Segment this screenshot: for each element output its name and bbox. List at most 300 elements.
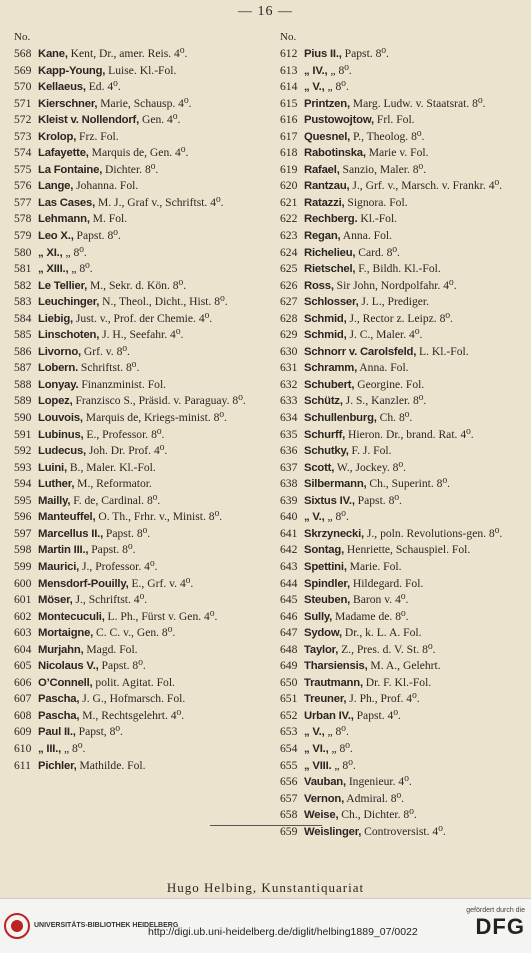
entry-text — [304, 592, 522, 609]
entry-name: Treuner, — [304, 693, 347, 706]
entry-text — [38, 327, 264, 344]
entry-name: Steuben, — [304, 594, 351, 607]
entry-text — [38, 509, 264, 526]
entry-name: „ VIII. — [304, 759, 332, 772]
entry-description: Gen. 4⁰. — [139, 113, 181, 127]
entry-description: „ 8⁰. — [328, 741, 353, 755]
entry-description: Marie. Fol. — [346, 559, 402, 573]
entry-description: Ed. 4⁰. — [85, 80, 121, 94]
entry-number: 574 — [14, 146, 32, 160]
entry-text — [304, 807, 522, 824]
catalog-entry — [14, 63, 264, 80]
entry-number: 640 — [280, 510, 298, 524]
entry-number: 616 — [280, 113, 298, 127]
entry-number: 611 — [14, 758, 31, 772]
catalog-entry — [280, 609, 522, 626]
entry-description: „ 8⁰. — [324, 725, 349, 739]
entry-name: Ratazzi, — [304, 196, 345, 209]
entry-number: 570 — [14, 80, 32, 94]
catalog-entry — [14, 245, 264, 262]
entry-description: J., Grf. v., Marsch. v. Frankr. 4⁰. — [349, 179, 503, 193]
entry-name: Leo X., — [38, 230, 74, 243]
entry-text — [304, 427, 522, 444]
publisher-footer: Hugo Helbing, Kunstantiquariat — [166, 880, 365, 895]
entry-number: 659 — [280, 824, 298, 838]
entry-text — [304, 96, 522, 113]
entry-name: Regan, — [304, 230, 341, 243]
entry-text — [38, 758, 264, 775]
entry-name: Lobern. — [38, 362, 79, 375]
entry-description: Papst. 8⁰. — [98, 659, 146, 673]
entry-number: 655 — [280, 758, 298, 772]
entry-description: „ 8⁰. — [324, 80, 349, 94]
entry-description: Ch., Dichter. 8⁰. — [338, 808, 417, 822]
entry-number: 592 — [14, 444, 32, 458]
entry-text — [38, 228, 264, 245]
entry-name: Silbermann, — [304, 478, 367, 491]
entry-text — [304, 625, 522, 642]
entry-name: Pius II., — [304, 48, 342, 60]
catalog-entry — [14, 691, 264, 708]
catalog-entry — [280, 245, 522, 262]
entry-description: Dichter. 8⁰. — [102, 162, 159, 176]
catalog-entry — [280, 145, 522, 162]
entry-text — [38, 162, 264, 179]
entry-name: Mailly, — [38, 494, 71, 507]
entry-text — [304, 344, 522, 361]
entry-name: Kierschner, — [38, 97, 98, 110]
entry-text — [304, 79, 522, 96]
entry-description: M. A., Gelehrt. — [367, 659, 441, 673]
entry-name: „ XIII., — [38, 263, 69, 276]
catalog-entry — [280, 592, 522, 609]
entry-name: Spettini, — [304, 560, 347, 573]
catalog-entry — [14, 724, 264, 741]
entry-number: 656 — [280, 775, 298, 789]
catalog-entry — [14, 675, 264, 692]
entry-name: Las Cases, — [38, 196, 96, 209]
entry-name: O’Connell, — [38, 676, 93, 689]
entry-description: Kl.-Fol. — [357, 212, 398, 226]
catalog-entry — [280, 63, 522, 80]
entry-text — [304, 195, 522, 212]
entry-number: 635 — [280, 427, 298, 441]
catalog-entry — [14, 211, 264, 228]
entry-name: Livorno, — [38, 345, 81, 358]
entry-name: Montecuculi, — [38, 610, 105, 623]
entry-number: 572 — [14, 113, 32, 127]
catalog-entry — [280, 360, 522, 377]
permalink-url[interactable]: http://digi.ub.uni-heidelberg.de/diglit/helbing1889_07/0022 — [148, 926, 418, 938]
entry-description: E., Grf. v. 4⁰. — [128, 576, 194, 590]
entry-text — [304, 542, 522, 559]
entry-number: 623 — [280, 229, 298, 243]
entry-name: Pichler, — [38, 759, 77, 772]
entry-number: 584 — [14, 311, 32, 325]
catalog-entry — [14, 741, 264, 758]
funded-by-label: gefördert durch die — [466, 907, 525, 914]
catalog-entry — [14, 758, 264, 775]
entry-description: Papst. 8⁰. — [73, 229, 121, 243]
entry-description: M., Sekr. d. Kön. 8⁰. — [87, 278, 187, 292]
entry-text — [304, 63, 522, 80]
entry-name: Lopez, — [38, 395, 73, 408]
entry-name: „ III., — [38, 742, 62, 755]
entry-name: Lonyay. — [38, 378, 79, 391]
entry-description: Papst. 8⁰. — [88, 543, 136, 557]
entry-name: Schramm, — [304, 362, 358, 375]
entry-number: 624 — [280, 245, 298, 259]
catalog-entry — [280, 758, 522, 775]
entry-number: 590 — [14, 411, 32, 425]
catalog-entry — [14, 460, 264, 477]
entry-description: M., Rechtsgelehrt. 4⁰. — [79, 708, 185, 722]
entry-text — [304, 559, 522, 576]
entry-name: Skrzynecki, — [304, 527, 364, 540]
entry-text — [38, 559, 264, 576]
entry-text — [38, 427, 264, 444]
catalog-entry — [280, 542, 522, 559]
entry-description: Z., Pres. d. V. St. 8⁰. — [338, 642, 436, 656]
entry-description: L. Ph., Fürst v. Gen. 4⁰. — [104, 609, 218, 623]
entry-description: O. Th., Frhr. v., Minist. 8⁰. — [95, 510, 223, 524]
catalog-entry — [280, 261, 522, 278]
entry-name: Spindler, — [304, 577, 350, 590]
entry-text — [38, 476, 264, 493]
entry-number: 629 — [280, 328, 298, 342]
entry-text — [38, 96, 264, 113]
catalog-entry — [280, 327, 522, 344]
entry-text — [304, 393, 522, 410]
dfg-logo[interactable] — [466, 907, 525, 940]
entry-number: 591 — [14, 427, 32, 441]
entry-text — [38, 294, 264, 311]
catalog-entry — [14, 642, 264, 659]
catalog-entry — [280, 791, 522, 808]
entry-name: Schubert, — [304, 378, 355, 391]
catalog-entry — [14, 509, 264, 526]
entry-text — [304, 145, 522, 162]
entry-description: Baron v. 4⁰. — [350, 593, 409, 607]
entry-text — [38, 609, 264, 626]
catalog-entry — [14, 393, 264, 410]
entry-text — [304, 327, 522, 344]
entry-text — [38, 576, 264, 593]
entry-number: 639 — [280, 493, 298, 507]
entry-text — [38, 211, 264, 228]
catalog-entry — [280, 443, 522, 460]
entry-description: Dr. F. Kl.-Fol. — [362, 675, 432, 689]
entry-text — [304, 476, 522, 493]
entry-name: Schmid, — [304, 312, 347, 325]
entry-description: Marie v. Fol. — [365, 146, 429, 160]
entry-text — [38, 493, 264, 510]
catalog-entry — [14, 129, 264, 146]
entry-description: Papst. 8⁰. — [103, 526, 151, 540]
catalog-entry — [280, 278, 522, 295]
entry-number: 587 — [14, 361, 32, 375]
entry-number: 627 — [280, 295, 298, 309]
entry-text — [304, 741, 522, 758]
entry-text — [304, 46, 522, 63]
entry-name: Rechberg. — [304, 213, 358, 226]
entry-name: Vauban, — [304, 776, 346, 789]
entry-text — [304, 377, 522, 394]
entry-name: Taylor, — [304, 643, 339, 656]
catalog-entry — [280, 112, 522, 129]
entry-description: Johanna. Fol. — [73, 179, 139, 193]
entry-number: 595 — [14, 493, 32, 507]
entry-name: Printzen, — [304, 97, 350, 110]
entry-description: L. Kl.-Fol. — [416, 344, 469, 358]
entry-name: Linschoten, — [38, 329, 100, 342]
entry-number: 654 — [280, 741, 298, 755]
entry-description: Grf. v. 8⁰. — [80, 344, 130, 358]
entry-description: Marie, Schausp. 4⁰. — [97, 96, 192, 110]
entry-description: Mathilde. Fol. — [76, 758, 146, 772]
entry-text — [304, 278, 522, 295]
entry-description: Georgine. Fol. — [354, 377, 425, 391]
entry-number: 569 — [14, 63, 32, 77]
entry-number: 597 — [14, 526, 32, 540]
entry-description: F., Bildh. Kl.-Fol. — [355, 262, 441, 276]
entry-text — [304, 360, 522, 377]
entry-number: 606 — [14, 675, 32, 689]
entry-name: Trautmann, — [304, 676, 363, 689]
entry-number: 583 — [14, 295, 32, 309]
viewer-footer-bar — [0, 898, 531, 953]
entry-name: Lafayette, — [38, 147, 89, 160]
entry-description: Marquis de, Kriegs-minist. 8⁰. — [82, 411, 227, 425]
entry-description: M., Reformator. — [74, 477, 152, 491]
catalog-entry — [280, 195, 522, 212]
entry-text — [38, 658, 264, 675]
entry-name: Leuchinger, — [38, 296, 100, 309]
entry-description: Dr., k. L. A. Fol. — [341, 626, 422, 640]
catalog-entry — [14, 625, 264, 642]
catalog-entry — [280, 625, 522, 642]
entry-number: 586 — [14, 344, 32, 358]
entry-description: J., Schriftst. 4⁰. — [72, 593, 148, 607]
catalog-entry — [280, 658, 522, 675]
entry-number: 631 — [280, 361, 298, 375]
entry-name: Rafael, — [304, 163, 340, 176]
catalog-entry — [280, 708, 522, 725]
entry-name: Lubinus, — [38, 428, 84, 441]
entry-description: E., Professor. 8⁰. — [83, 427, 165, 441]
catalog-entry — [14, 145, 264, 162]
entry-text — [38, 724, 264, 741]
entry-name: Liebig, — [38, 312, 74, 325]
entry-text — [38, 278, 264, 295]
entry-text — [304, 129, 522, 146]
entry-text — [38, 178, 264, 195]
entry-number: 596 — [14, 510, 32, 524]
entry-name: La Fontaine, — [38, 163, 103, 176]
entry-description: J., poln. Revolutions-gen. 8⁰. — [363, 526, 503, 540]
entry-name: Schutky, — [304, 445, 349, 458]
entry-number: 599 — [14, 559, 32, 573]
entry-text — [304, 245, 522, 262]
entry-name: Sully, — [304, 610, 333, 623]
entry-number: 589 — [14, 394, 32, 408]
entry-number: 642 — [280, 543, 298, 557]
catalog-entry — [280, 509, 522, 526]
entry-name: Weislinger, — [304, 825, 362, 838]
entry-number: 615 — [280, 96, 298, 110]
entry-number: 578 — [14, 212, 32, 226]
entry-description: Luise. Kl.-Fol. — [105, 63, 177, 77]
footer-divider — [210, 825, 322, 826]
entry-number: 605 — [14, 659, 32, 673]
entry-number: 585 — [14, 328, 32, 342]
catalog-entry — [280, 493, 522, 510]
catalog-entry — [14, 178, 264, 195]
entry-description: M. Fol. — [89, 212, 128, 226]
right-column-header: No. — [280, 31, 297, 43]
catalog-entry — [14, 228, 264, 245]
catalog-entry — [14, 278, 264, 295]
entry-name: Martin III., — [38, 544, 89, 557]
entry-name: Quesnel, — [304, 130, 351, 143]
entry-text — [304, 443, 522, 460]
entry-description: Marquis de, Gen. 4⁰. — [88, 146, 189, 160]
catalog-entry — [280, 427, 522, 444]
entry-number: 608 — [14, 708, 32, 722]
entry-number: 577 — [14, 195, 32, 209]
entry-text — [38, 625, 264, 642]
catalog-entry — [280, 294, 522, 311]
entry-description: Joh. Dr. Prof. 4⁰. — [86, 444, 168, 458]
catalog-entry — [280, 162, 522, 179]
catalog-entry — [280, 79, 522, 96]
entry-description: Finanzminist. Fol. — [78, 377, 167, 391]
page-number: — 16 — — [238, 4, 293, 19]
entry-description: Hildegard. Fol. — [349, 576, 424, 590]
catalog-entry — [280, 228, 522, 245]
entry-description: F. J. Fol. — [348, 444, 392, 458]
catalog-entry — [14, 344, 264, 361]
entry-text — [38, 377, 264, 394]
catalog-entry — [14, 327, 264, 344]
dfg-wordmark: DFG — [475, 914, 525, 939]
left-column — [14, 30, 264, 840]
entry-name: „ XI., — [38, 246, 63, 259]
entry-description: N., Theol., Dicht., Hist. 8⁰. — [99, 295, 228, 309]
entry-number: 625 — [280, 262, 298, 276]
entry-name: Ross, — [304, 279, 334, 292]
entry-number: 621 — [280, 195, 298, 209]
entry-name: Le Tellier, — [38, 279, 88, 292]
entry-text — [38, 443, 264, 460]
catalog-entry — [14, 311, 264, 328]
entry-description: Card. 8⁰. — [355, 245, 400, 259]
entry-text — [38, 741, 264, 758]
entry-description: „ 8⁰. — [62, 245, 87, 259]
entry-description: Anna. Fol. — [340, 229, 393, 243]
catalog-entry — [280, 559, 522, 576]
entry-name: Schlosser, — [304, 296, 359, 309]
entry-name: Weise, — [304, 809, 339, 822]
entry-name: „ VI., — [304, 742, 329, 755]
entry-description: Frz. Fol. — [76, 129, 119, 143]
entry-name: Lehmann, — [38, 213, 90, 226]
entry-name: Sontag, — [304, 544, 345, 557]
entry-description: J. Ph., Prof. 4⁰. — [346, 692, 420, 706]
entry-description: „ 8⁰. — [324, 510, 349, 524]
entry-text — [304, 294, 522, 311]
entry-description: polit. Agitat. Fol. — [92, 675, 175, 689]
entry-text — [38, 311, 264, 328]
entry-description: Henriette, Schauspiel. Fol. — [344, 543, 471, 557]
catalog-entry — [280, 410, 522, 427]
catalog-entry — [14, 162, 264, 179]
entry-description: Admiral. 8⁰. — [344, 791, 405, 805]
catalog-entry — [14, 261, 264, 278]
entry-name: „ V., — [304, 81, 325, 94]
catalog-entry — [14, 96, 264, 113]
university-seal-icon — [4, 913, 30, 939]
catalog-entry — [14, 658, 264, 675]
entry-name: Louvois, — [38, 412, 83, 425]
entry-name: Rantzau, — [304, 180, 350, 193]
entry-number: 609 — [14, 725, 32, 739]
entry-description: Signora. Fol. — [344, 195, 408, 209]
entry-description: W., Jockey. 8⁰. — [334, 460, 407, 474]
entry-name: Schütz, — [304, 395, 343, 408]
entry-number: 649 — [280, 659, 298, 673]
entry-description: Anna. Fol. — [357, 361, 409, 375]
catalog-entry — [280, 741, 522, 758]
catalog-entry — [280, 46, 522, 63]
entry-description: „ 8⁰. — [331, 758, 356, 772]
entry-number: 607 — [14, 692, 32, 706]
entry-text — [38, 360, 264, 377]
entry-number: 582 — [14, 278, 32, 292]
entry-text — [38, 261, 264, 278]
entry-name: Mensdorf-Pouilly, — [38, 577, 129, 590]
entry-name: Urban IV., — [304, 709, 354, 722]
entry-description: Frl. Fol. — [373, 113, 415, 127]
entry-text — [38, 129, 264, 146]
entry-text — [304, 509, 522, 526]
entry-text — [304, 228, 522, 245]
entry-text — [304, 724, 522, 741]
entry-description: Magd. Fol. — [83, 642, 138, 656]
entry-number: 617 — [280, 129, 298, 143]
entry-text — [38, 526, 264, 543]
left-column-header: No. — [14, 31, 31, 43]
entry-description: Ingenieur. 4⁰. — [345, 775, 412, 789]
entry-number: 571 — [14, 96, 32, 110]
entry-name: Lange, — [38, 180, 74, 193]
catalog-entry — [280, 675, 522, 692]
entry-description: Just. v., Prof. der Chemie. 4⁰. — [73, 311, 213, 325]
entry-number: 632 — [280, 377, 298, 391]
entry-description: J. H., Seefahr. 4⁰. — [99, 328, 184, 342]
entry-description: Madame de. 8⁰. — [332, 609, 409, 623]
catalog-entry — [14, 360, 264, 377]
entry-number: 601 — [14, 593, 32, 607]
entry-text — [304, 791, 522, 808]
entry-name: Mortaigne, — [38, 627, 94, 640]
entry-name: Möser, — [38, 594, 73, 607]
entry-number: 594 — [14, 477, 32, 491]
entry-name: Vernon, — [304, 792, 345, 805]
entry-name: Schnorr v. Carolsfeld, — [304, 345, 417, 358]
entry-description: Papst. 8⁰. — [341, 47, 389, 60]
entry-description: J. L., Prediger. — [358, 295, 430, 309]
